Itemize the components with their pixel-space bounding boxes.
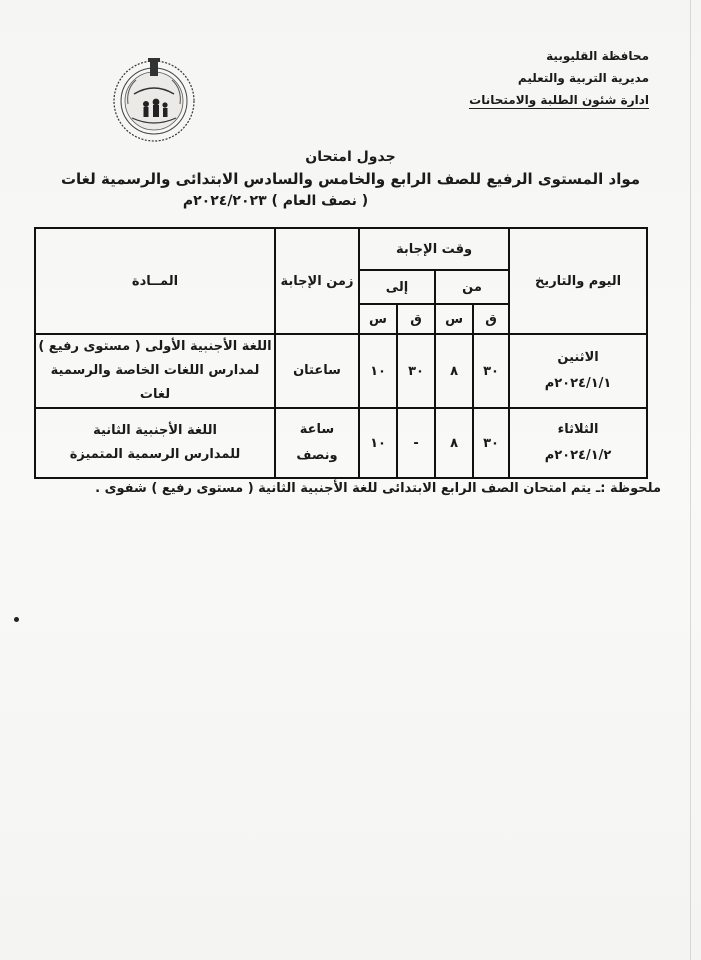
exam-schedule-table	[34, 227, 648, 479]
footnote: ملحوظة :ـ يتم امتحان الصف الرابع الابتدائى للغة الأجنبية الثانية ( مستوى رفيع ) شفوى .	[95, 481, 661, 496]
from-hours-cell: ٨	[435, 334, 473, 408]
subject-schools: للمدارس الرسمية المتميزة	[69, 447, 241, 462]
table-row	[35, 334, 647, 408]
subject-cell	[35, 408, 275, 478]
header-to: إلى	[359, 270, 435, 304]
table-row	[35, 408, 647, 478]
page-edge-line	[690, 0, 691, 960]
duration-text-line1: ساعة	[299, 422, 335, 437]
exam-term: ( نصف العام ) ٢٠٢٤/٢٠٢٣م	[182, 193, 369, 209]
header-answer-time: وقت الإجابة	[359, 228, 509, 270]
day-name: الثلاثاء	[557, 422, 599, 437]
stray-dot-mark	[14, 617, 19, 622]
exam-date: ٢٠٢٤/١/٢م	[544, 448, 612, 463]
header-subject: المــادة	[35, 228, 275, 334]
exam-date: ٢٠٢٤/١/١م	[544, 376, 612, 391]
header-to-hours: س	[359, 304, 397, 334]
header-from-hours: س	[435, 304, 473, 334]
duration-text: ساعتان	[293, 363, 341, 378]
to-hours-cell: ١٠	[359, 408, 397, 478]
from-hours-cell: ٨	[435, 408, 473, 478]
administration-header	[469, 45, 649, 111]
subject-schools: لمدارس اللغات الخاصة والرسمية لغات	[50, 363, 260, 402]
duration-cell	[275, 408, 359, 478]
header-from: من	[435, 270, 509, 304]
subject-name: اللغة الأجنبية الثانية	[93, 423, 217, 438]
day-date-cell	[509, 408, 647, 478]
to-hours-cell: ١٠	[359, 334, 397, 408]
from-minutes-cell: ٣٠	[473, 408, 509, 478]
header-duration: زمن الإجابة	[275, 228, 359, 334]
to-minutes-cell: -	[397, 408, 435, 478]
to-minutes-cell: ٣٠	[397, 334, 435, 408]
exam-title-block	[40, 146, 661, 212]
header-to-minutes: ق	[397, 304, 435, 334]
directorate-name: مديرية التربية والتعليم	[517, 71, 649, 85]
subject-cell	[35, 334, 275, 408]
department-name: ادارة شئون الطلبة والامتحانات	[469, 93, 649, 107]
header-day-date: اليوم والتاريخ	[509, 228, 647, 334]
duration-text-line2: ونصف	[296, 448, 338, 463]
header-from-minutes: ق	[473, 304, 509, 334]
subject-name: اللغة الأجنبية الأولى ( مستوى رفيع )	[38, 339, 272, 354]
from-minutes-cell: ٣٠	[473, 334, 509, 408]
day-name: الاثنين	[557, 350, 599, 365]
exam-subtitle: مواد المستوى الرفيع للصف الرابع والخامس والسادس الابتدائى والرسمية لغات	[60, 170, 641, 188]
day-date-cell	[509, 334, 647, 408]
exam-title: جدول امتحان	[305, 149, 396, 165]
duration-cell	[275, 334, 359, 408]
governorate-seal-icon	[104, 54, 204, 144]
governorate-name: محافظة القليوبية	[546, 49, 649, 63]
